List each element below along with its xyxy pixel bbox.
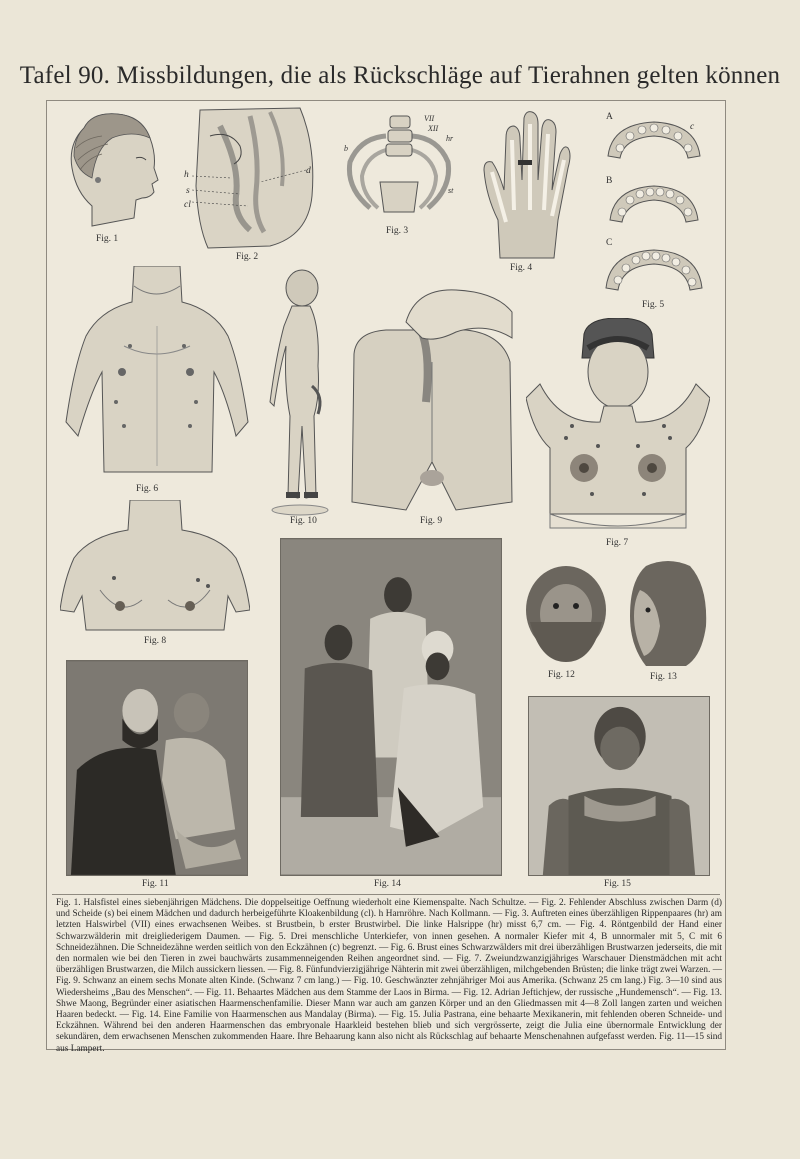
fig-4-illustration: [480, 110, 572, 262]
fig-12-illustration: [520, 562, 612, 666]
fig-13-label: Fig. 13: [650, 672, 677, 682]
fig-15-photo: [528, 696, 710, 876]
fig-7-label: Fig. 7: [606, 538, 629, 548]
fig-9-label: Fig. 9: [420, 516, 443, 526]
fig-2-label: Fig. 2: [236, 252, 259, 262]
fig-14-label: Fig. 14: [374, 879, 401, 889]
fig-3-illustration: [340, 112, 458, 226]
fig-5-letter-a: A: [606, 112, 613, 122]
fig-3-letter-xii: XII: [428, 124, 439, 133]
fig-11-label: Fig. 11: [142, 879, 169, 889]
fig-2-letter-cl: cl: [184, 200, 191, 210]
fig-8-illustration: [60, 500, 250, 634]
fig-9-illustration: [346, 282, 518, 514]
fig-2-illustration: [190, 106, 320, 250]
fig-2-letter-h: h: [184, 170, 189, 180]
fig-15-label: Fig. 15: [604, 879, 631, 889]
fig-2-letter-s: s: [186, 186, 190, 196]
plate-title: Tafel 90. Missbildungen, die als Rückschläge auf Tierahnen gelten können: [19, 62, 781, 89]
fig-11-photo: [66, 660, 248, 876]
fig-5-label: Fig. 5: [642, 300, 665, 310]
fig-3-letter-st: st: [448, 186, 454, 195]
fig-5-letter-c-small: c: [690, 122, 695, 132]
fig-1-illustration: [62, 108, 162, 232]
fig-3-label: Fig. 3: [386, 226, 409, 236]
plate-caption: Fig. 1. Halsfistel eines siebenjährigen Mädchens. Die doppelseitige Oeffnung wiederholt eine Kiemenspalte. Nach Schultze. — Fig. 2. Fehlender Abschluss zwischen Darm (d) und Scheide (s) bei einem Mädchen und dadurch herbeigeführte Kloakenbildung (cl). h Harnröhre. Nach Kollmann. — Fig. 3. Auftreten eines überzähligen Rippenpaares (hr) am letzten Halswirbel (VII) eines erwachsenen Weibes. st Brustbein, b erster Brustwirbel. Die linke Halsrippe (hr) misst 6,7 cm. — Fig. 4. Röntgenbild der Hand einer Schwarzwälderin mit dreigliederigem Daumen. — Fig. 5. Drei menschliche Unterkiefer, von innen gesehen. A normaler Kiefer mit 4, B unnormaler mit 5, C mit 6 Schneidezähnen. Die Schneidezähne werden seitlich von den Eckzähnen (c) begrenzt. — Fig. 6. Brust eines Schwarzwälders mit drei überzähligen Brustwarzen jederseits, die mit den normalen wie bei den Tieren in zwei bauchwärts zusammenneigenden Reihen angeordnet sind. — Fig. 7. Zweiundzwanzigjähriges Warschauer Dienstmädchen mit acht überzähligen Brustwarzen, die Milch aussickern liessen. — Fig. 8. Fünfundvierzigjährige Nähterin mit zwei überzähligen, milchgebenden Brüsten; die linke trägt zwei Warzen. — Fig. 9. Schwanz an einem sechs Monate alten Kinde. (Schwanz 7 cm lang.) — Fig. 10. Geschwänzter zehnjähriger Moi aus Amerika. (Schwanz 25 cm lang.) Fig. 3—10 sind aus Wiedersheims „Bau des Menschen“. — Fig. 11. Behaartes Mädchen aus dem Stamme der Laos in Birma. — Fig. 12. Adrian Jeftichjew, der russische „Hundemensch“. — Fig. 13. Shwe Maong, Begründer einer asiatischen Haarmenschenfamilie. Dieser Mann war auch am ganzen Körper und an den Gliedmassen mit 4—8 Zoll langen zarten und weichen Haaren bedeckt. — Fig. 14. Eine Familie von Haarmenschen aus Mandalay (Birma). — Fig. 15. Julia Pastrana, eine behaarte Mexikanerin, mit fehlenden oberen Schneide- und Eckzähnen. Während bei den anderen Haarmenschen das embryonale Haarkleid bestehen blieb und sich vergrösserte, zeigt die Julia eine übernormale Entwicklung der sekundären, dem erwachsenen Menschen zukommenden Haare. Ihre Behaarung kann also nicht als Rückschlag auf behaarte Menschenahnen aufgefasst werden. Fig. 11—15 sind aus Lampert.: [56, 898, 722, 1054]
fig-6-illustration: [64, 266, 250, 480]
fig-12-label: Fig. 12: [548, 670, 575, 680]
fig-2-letter-d: d: [306, 166, 311, 176]
fig-14-photo: [280, 538, 502, 876]
fig-8-label: Fig. 8: [144, 636, 167, 646]
fig-3-letter-b: b: [344, 144, 348, 153]
fig-10-label: Fig. 10: [290, 516, 317, 526]
fig-5-jaws: [598, 112, 710, 298]
fig-5-letter-c: C: [606, 238, 613, 248]
fig-7-illustration: [526, 318, 710, 532]
fig-3-letter-vii: VII: [424, 114, 435, 123]
fig-5-letter-b: B: [606, 176, 613, 186]
fig-4-label: Fig. 4: [510, 263, 533, 273]
fig-3-letter-hr: hr: [446, 134, 454, 143]
fig-1-label: Fig. 1: [96, 234, 119, 244]
fig-6-label: Fig. 6: [136, 484, 159, 494]
fig-13-illustration: [626, 556, 710, 668]
caption-rule: [52, 894, 720, 895]
fig-10-illustration: [266, 266, 330, 516]
